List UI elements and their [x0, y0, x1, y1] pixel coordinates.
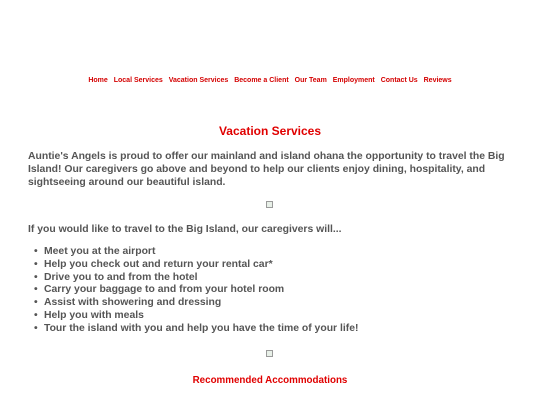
- travel-lead-text: If you would like to travel to the Big Island, our caregivers will...: [28, 224, 342, 235]
- list-item: • Carry your baggage to and from your hotel room: [34, 284, 358, 297]
- nav-link-local-services[interactable]: Local Services: [113, 77, 163, 84]
- nav-link-become-a-client[interactable]: Become a Client: [234, 77, 289, 84]
- list-item: • Assist with showering and dressing: [34, 297, 358, 310]
- nav-link-contact-us[interactable]: Contact Us: [380, 77, 418, 84]
- nav-link-vacation-services[interactable]: Vacation Services: [168, 77, 229, 84]
- list-item: • Help you with meals: [34, 310, 358, 323]
- nav-link-our-team[interactable]: Our Team: [294, 77, 327, 84]
- services-list: [34, 246, 358, 336]
- list-item: • Meet you at the airport: [34, 246, 358, 259]
- intro-paragraph: Auntie's Angels is proud to offer our mainland and island ohana the opportunity to travel the Big Island! Our caregivers go above and beyond to help our clients enjoy dining, hospitality, and sightseeing around our beautiful island.: [28, 151, 505, 188]
- vacation-image-placeholder: [266, 201, 273, 208]
- nav-link-employment[interactable]: Employment: [332, 77, 375, 84]
- island-image-placeholder: [266, 350, 273, 357]
- broken-image-icon: [266, 201, 273, 208]
- broken-image-icon: [266, 350, 273, 357]
- accommodations-heading: Recommended Accommodations: [192, 375, 348, 386]
- list-item: • Tour the island with you and help you have the time of your life!: [34, 323, 358, 336]
- page-title: Vacation Services: [218, 124, 322, 138]
- top-navigation: [0, 77, 540, 84]
- nav-link-reviews[interactable]: Reviews: [423, 77, 452, 84]
- list-item: • Help you check out and return your rental car*: [34, 259, 358, 272]
- list-item: • Drive you to and from the hotel: [34, 272, 358, 285]
- nav-link-home[interactable]: Home: [88, 77, 108, 84]
